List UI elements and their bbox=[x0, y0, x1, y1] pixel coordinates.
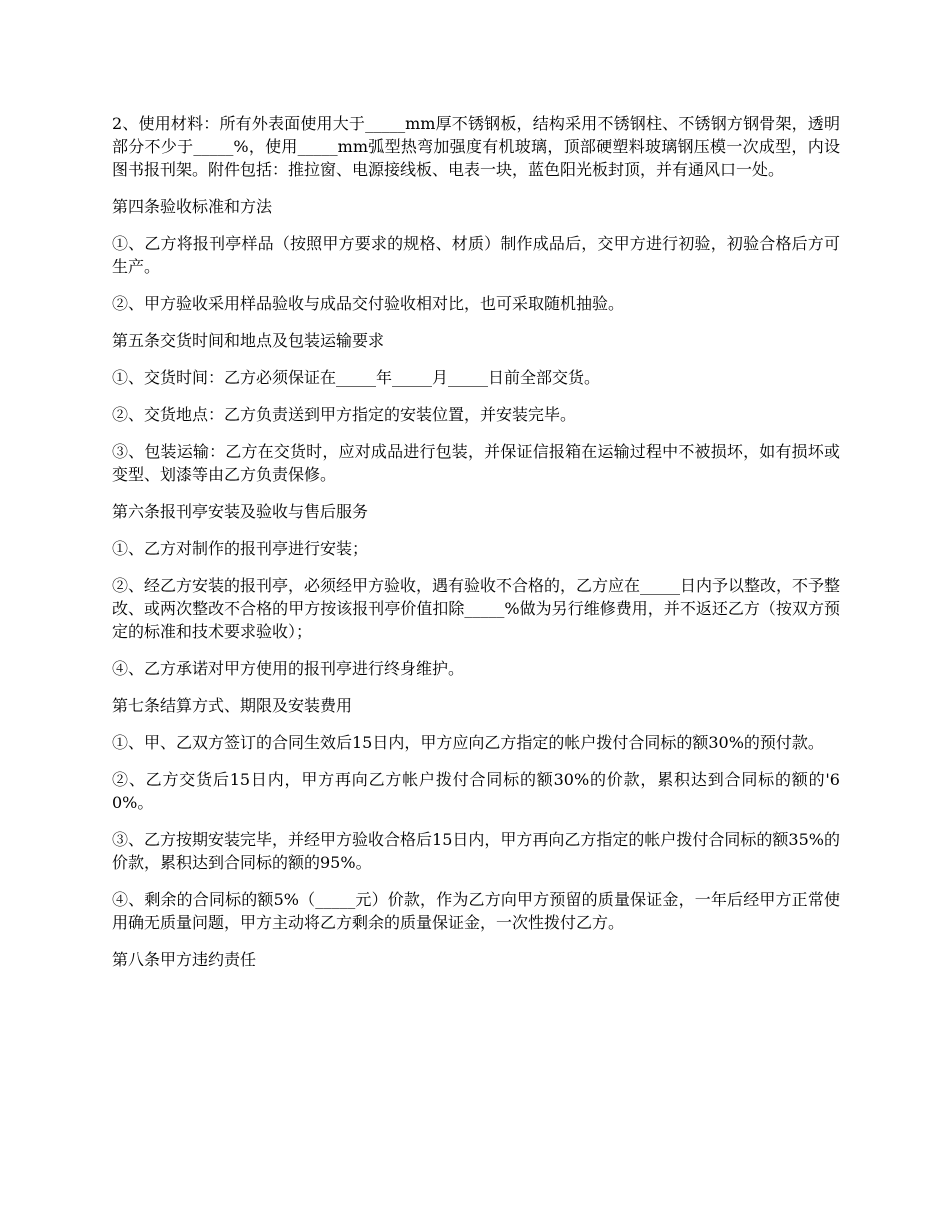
article-5-heading: 第五条交货时间和地点及包装运输要求 bbox=[112, 331, 385, 350]
article-6-heading: 第六条报刊亭安装及验收与售后服务 bbox=[112, 502, 369, 521]
article-5-item-2: ②、交货地点：乙方负责送到甲方指定的安装位置，并安装完毕。 bbox=[112, 405, 577, 424]
document-page bbox=[112, 112, 840, 971]
materials-clause: 2、使用材料：所有外表面使用大于_____mm厚不锈钢板，结构采用不锈钢柱、不锈钢方钢骨架，透明部分不少于_____%，使用_____mm弧型热弯加强度有机玻璃，顶部硬塑料玻璃钢压模一次成型，内设图书报刊架。附件包括：推拉窗、电源接线板、电表一块，蓝色阳光板封顶，并有通风口一处。 bbox=[112, 114, 840, 179]
article-4-item-2: ②、甲方验收采用样品验收与成品交付验收相对比，也可采取随机抽验。 bbox=[112, 294, 625, 313]
article-7-item-2: ②、乙方交货后15日内，甲方再向乙方帐户拨付合同标的额30%的价款，累积达到合同标的额的'60%。 bbox=[112, 770, 840, 812]
article-5-item-1: ①、交货时间：乙方必须保证在_____年_____月_____日前全部交货。 bbox=[112, 368, 601, 387]
article-7-heading: 第七条结算方式、期限及安装费用 bbox=[112, 696, 353, 715]
article-4-item-1: ①、乙方将报刊亭样品（按照甲方要求的规格、材质）制作成品后，交甲方进行初验，初验合格后方可生产。 bbox=[112, 234, 840, 276]
article-5-item-3: ③、包装运输：乙方在交货时，应对成品进行包装，并保证信报箱在运输过程中不被损坏，如有损坏或变型、划漆等由乙方负责保修。 bbox=[112, 442, 840, 484]
article-7-item-3: ③、乙方按期安装完毕，并经甲方验收合格后15日内，甲方再向乙方指定的帐户拨付合同标的额35%的价款，累积达到合同标的额的95%。 bbox=[112, 830, 840, 872]
article-7-item-4: ④、剩余的合同标的额5%（_____元）价款，作为乙方向甲方预留的质量保证金，一年后经甲方正常使用确无质量问题，甲方主动将乙方剩余的质量保证金，一次性拨付乙方。 bbox=[112, 890, 840, 932]
article-6-item-2: ②、经乙方安装的报刊亭，必须经甲方验收，遇有验收不合格的，乙方应在_____日内予以整改，不予整改、或两次整改不合格的甲方按该报刊亭价值扣除_____%做为另行维修费用，并不返还乙方（按双方预定的标准和技术要求验收）； bbox=[112, 576, 841, 641]
article-8-heading: 第八条甲方违约责任 bbox=[112, 950, 257, 969]
article-6-item-4: ④、乙方承诺对甲方使用的报刊亭进行终身维护。 bbox=[112, 659, 465, 678]
article-4-heading: 第四条验收标准和方法 bbox=[112, 197, 273, 216]
article-7-item-1: ①、甲、乙双方签订的合同生效后15日内，甲方应向乙方指定的帐户拨付合同标的额30%的预付款。 bbox=[112, 733, 824, 752]
article-6-item-1: ①、乙方对制作的报刊亭进行安装； bbox=[112, 539, 369, 558]
